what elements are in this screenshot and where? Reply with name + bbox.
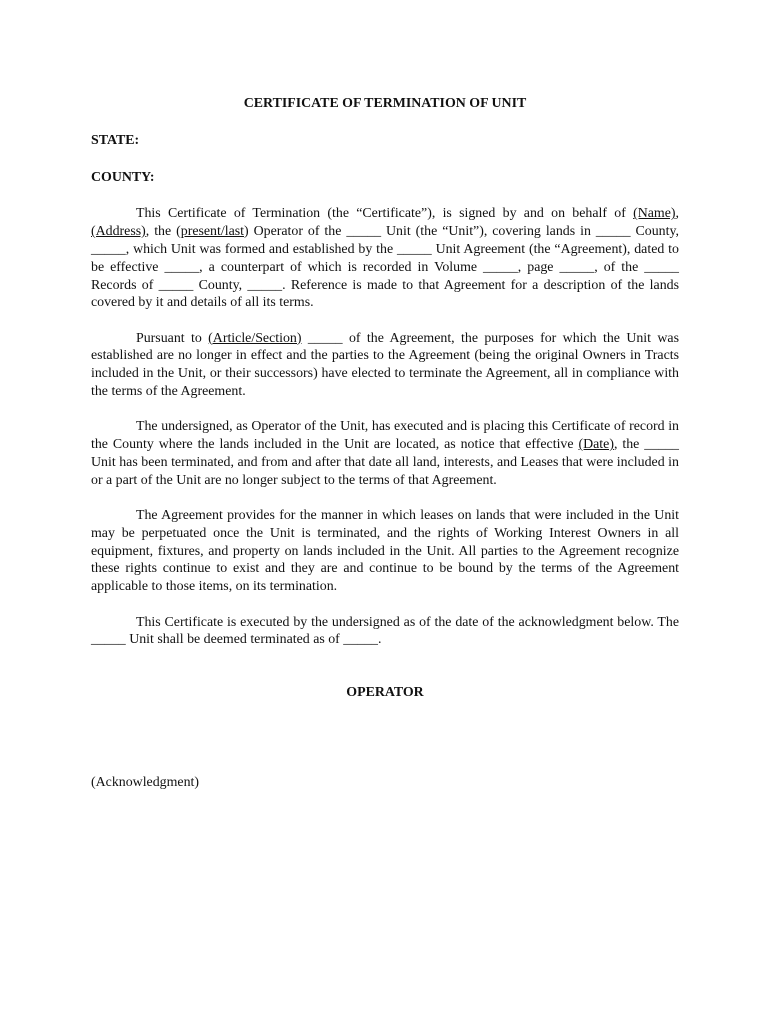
paragraph-2-text-a: Pursuant to: [136, 330, 209, 346]
document-title: CERTIFICATE OF TERMINATION OF UNIT: [243, 96, 527, 111]
paragraph-3: [91, 418, 679, 489]
paragraph-1-text-c: , the (: [145, 224, 181, 240]
paragraph-1: [91, 205, 679, 312]
state-label: STATE:: [91, 132, 140, 148]
date-placeholder: (Date): [578, 437, 614, 453]
paragraph-1-text-b: ,: [675, 206, 679, 222]
county-label: COUNTY:: [91, 169, 155, 185]
paragraph-1-text-a: This Certificate of Termination (the “Certificate”), is signed by and on behalf of: [136, 206, 634, 222]
acknowledgment-label: (Acknowledgment): [91, 774, 200, 790]
document-page: [91, 95, 679, 792]
paragraph-1-text-d: ) Operator of the _____ Unit (the “Unit”), covering lands in _____ County, _____, which Unit was formed and established by the _____ Unit Agreement (the “Agreement), dated to be effective _____, a counterpart of which is recorded in Volume _____, page _____, of the _____ Records of _____ County, _____. Reference is made to that Agreement for a description of the lands covered by it and details of all its terms.: [91, 224, 679, 311]
present-last-placeholder: present/last: [180, 224, 245, 240]
name-placeholder: (Name): [633, 206, 676, 222]
paragraph-2: [91, 330, 679, 401]
paragraph-5: This Certificate is executed by the undersigned as of the date of the acknowledgment below. The _____ Unit shall be deemed terminated as of _____.: [91, 614, 679, 648]
paragraph-4: The Agreement provides for the manner in which leases on lands that were included in the Unit may be perpetuated once the Unit is terminated, and the rights of Working Interest Owners in all equipment, fixtures, and property on lands included in the Unit. All parties to the Agreement recognize these rights continue to exist and they are and continue to be bound by the terms of the Agreement applicable to those items, on its termination.: [91, 508, 679, 595]
operator-label: OPERATOR: [346, 685, 424, 701]
paragraph-3-text-b: , the _____ Unit has been terminated, and from and after that date all land, interests, and Leases that were included in or a part of the Unit are no longer subject to the terms of that Agreement.: [91, 437, 679, 488]
paragraph-3-text-a: The undersigned, as Operator of the Unit, has executed and is placing this Certificate of record in the County where the lands included in the Unit are located, as notice that effective: [91, 419, 679, 453]
paragraph-2-text-b: _____ of the Agreement, the purposes for which the Unit was established are no longer in effect and the parties to the Agreement (being the original Owners in Tracts included in the Unit, or their successors) have elected to terminate the Agreement, all in compliance with the terms of the Agreement.: [91, 330, 679, 400]
article-section-placeholder: (Article/Section): [208, 330, 302, 346]
address-placeholder: (Address): [91, 224, 146, 240]
